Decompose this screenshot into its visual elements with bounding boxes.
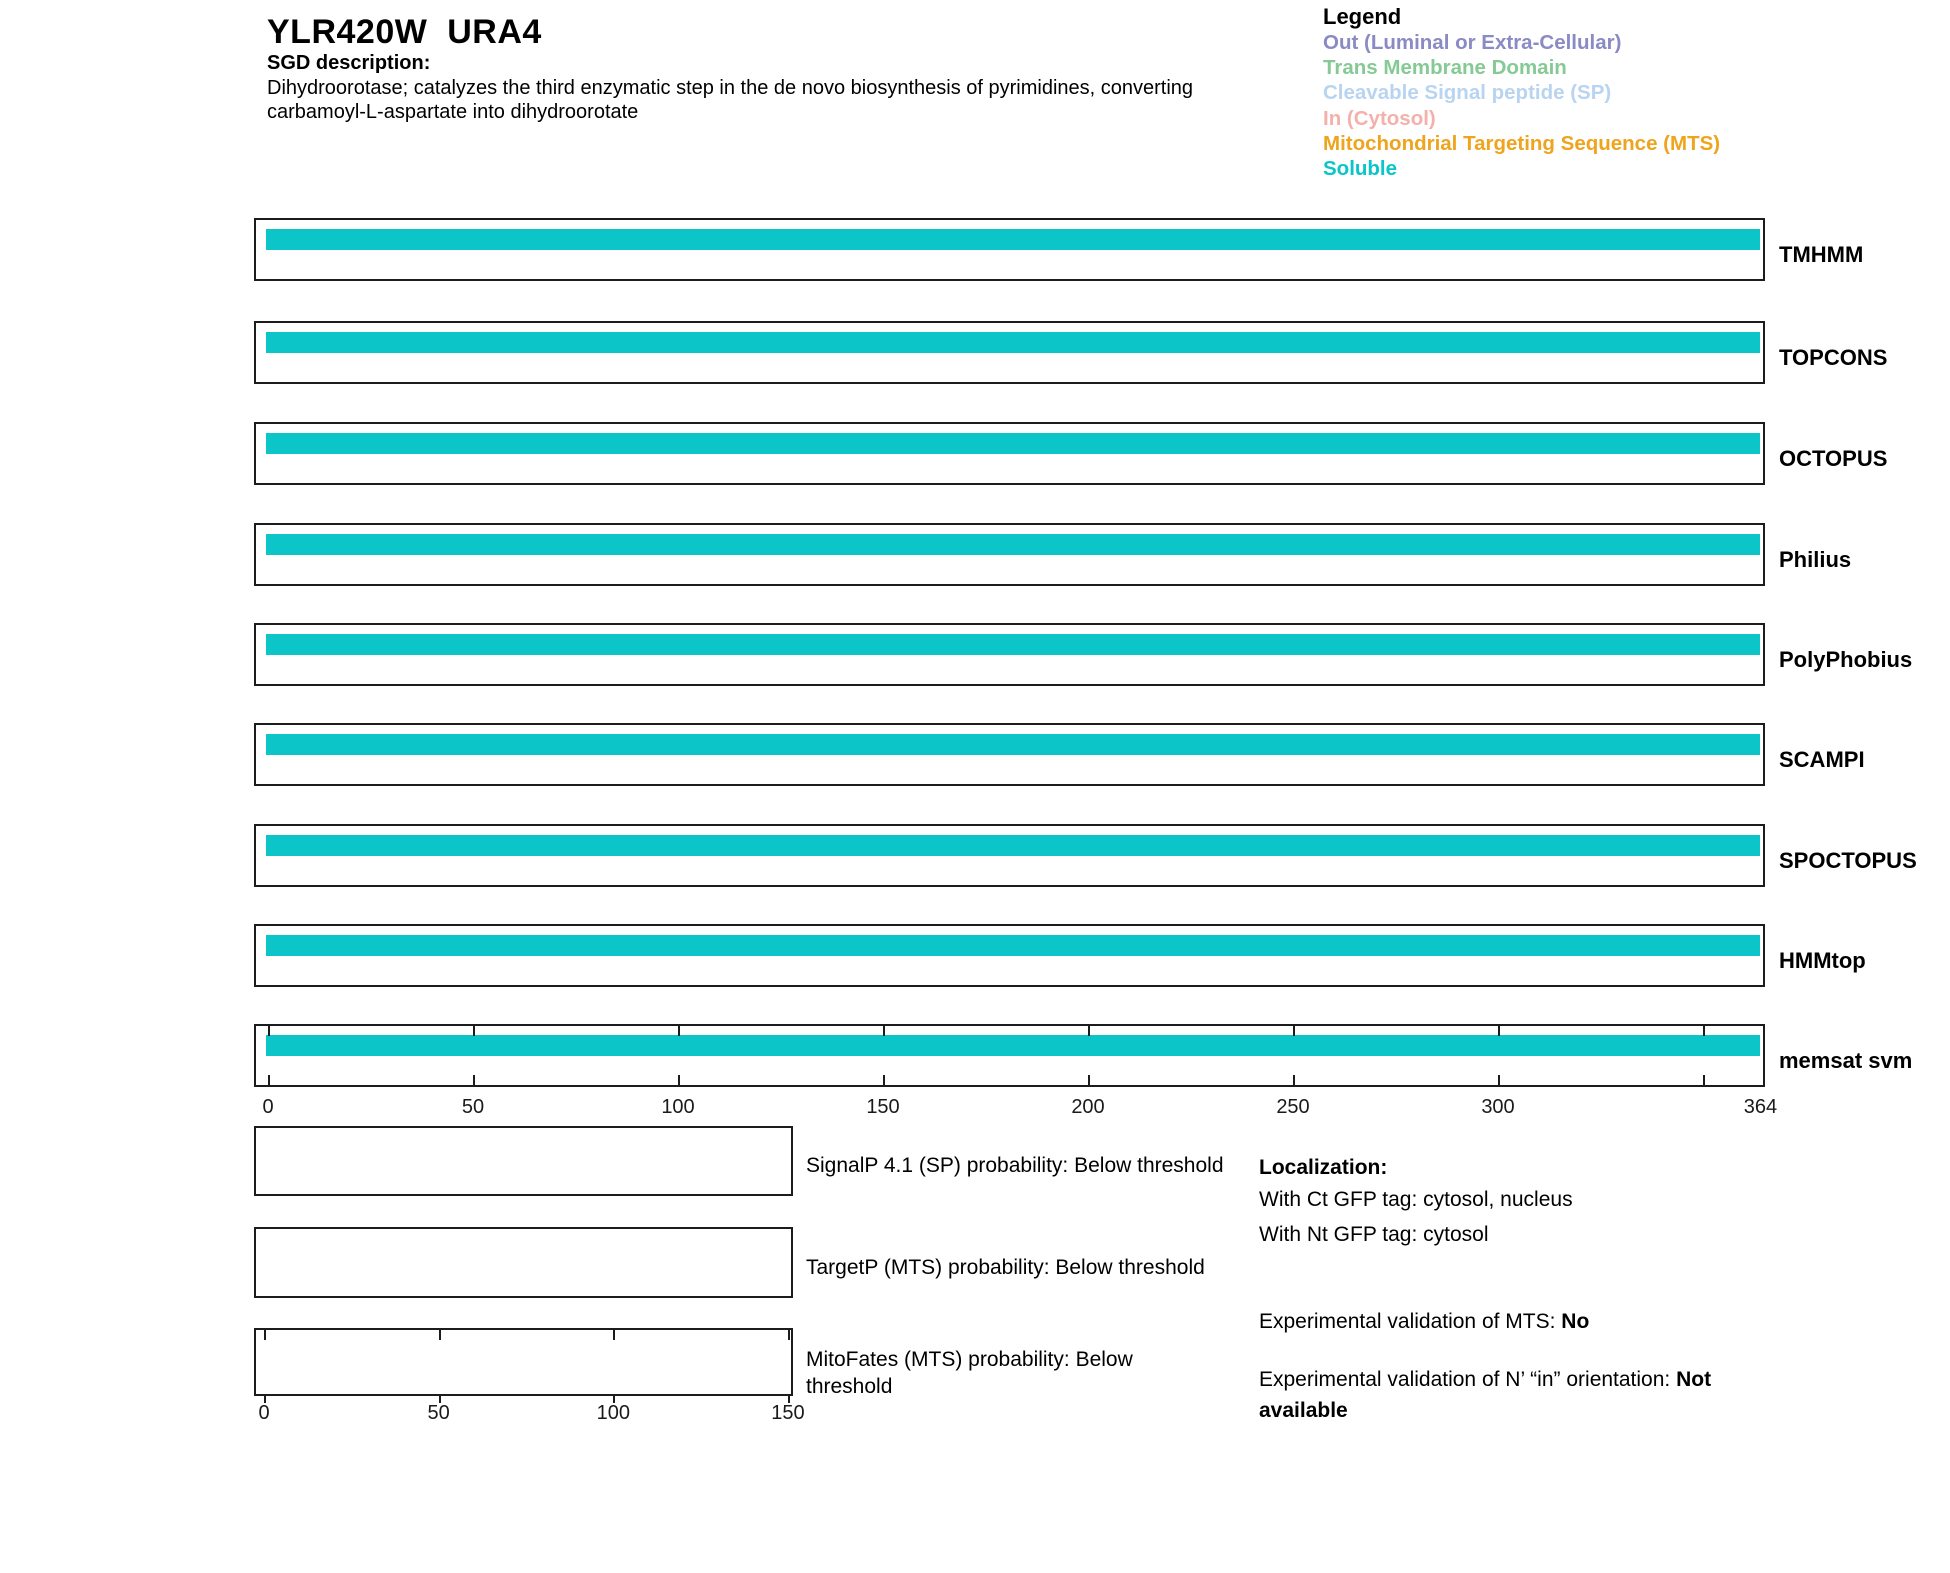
axis-tick: [473, 1026, 475, 1036]
track-label-memsat-svm: memsat svm: [1779, 1048, 1913, 1073]
residue-axis-tick-label: 0: [262, 1096, 274, 1118]
prediction-segment-soluble: [266, 229, 1760, 250]
axis-tick: [788, 1330, 790, 1340]
prediction-segment-soluble: [266, 734, 1760, 755]
sgd-description-label: SGD description:: [267, 52, 431, 74]
legend-items: [1323, 30, 1720, 181]
probability-plot-area-signalp: [254, 1126, 793, 1196]
orientation-validation-prefix: Experimental validation of N’ “in” orientation:: [1259, 1368, 1677, 1391]
prediction-segment-soluble: [266, 935, 1760, 956]
residue-axis-tick-label: 364: [1743, 1096, 1778, 1118]
axis-tick: [613, 1330, 615, 1340]
localization-heading: Localization:: [1259, 1156, 1388, 1179]
axis-tick: [1703, 1026, 1705, 1036]
sgd-description-line1: Dihydroorotase; catalyzes the third enzymatic step in the de novo biosynthesis of pyrimidines, converting: [267, 77, 1194, 99]
legend-title: Legend: [1323, 4, 1402, 29]
axis-tick: [1088, 1075, 1090, 1085]
axis-tick: [473, 1075, 475, 1085]
axis-tick: [678, 1075, 680, 1085]
probability-axis-tick-label: 50: [427, 1402, 450, 1424]
probability-plot-area-targetp: [254, 1227, 793, 1298]
axis-tick: [1293, 1075, 1295, 1085]
legend-item: Soluble: [1323, 157, 1398, 181]
probability-axis-tick-label: 150: [771, 1402, 805, 1424]
prediction-segment-soluble: [266, 332, 1760, 353]
legend-item: Out (Luminal or Extra-Cellular): [1323, 31, 1622, 54]
prediction-segment-soluble: [266, 433, 1760, 454]
legend-item: Mitochondrial Targeting Sequence (MTS): [1323, 131, 1721, 155]
mitofates-label: MitoFates (MTS) probability: Below threshold: [806, 1348, 1133, 1398]
legend-item: Cleavable Signal peptide (SP): [1323, 81, 1612, 105]
track-label-scampi: SCAMPI: [1779, 747, 1865, 772]
localization-nt-gfp: With Nt GFP tag: cytosol: [1259, 1223, 1489, 1246]
probability-axis-tick-label: 0: [258, 1402, 270, 1424]
axis-tick: [678, 1026, 680, 1036]
mts-validation-prefix: Experimental validation of MTS:: [1259, 1310, 1562, 1333]
axis-tick: [883, 1026, 885, 1036]
residue-axis-tick-label: 200: [1071, 1096, 1105, 1118]
prediction-segment-soluble: [266, 835, 1760, 856]
axis-tick: [268, 1075, 270, 1085]
legend-item: Trans Membrane Domain: [1323, 56, 1567, 80]
residue-axis-tick-label: 100: [661, 1096, 695, 1118]
track-label-spoctopus: SPOCTOPUS: [1779, 848, 1917, 873]
track-label-polyphobius: PolyPhobius: [1779, 647, 1913, 672]
legend-item: In (Cytosol): [1323, 106, 1436, 130]
localization-ct-gfp: With Ct GFP tag: cytosol, nucleus: [1259, 1188, 1573, 1211]
residue-axis-tick-label: 150: [866, 1096, 900, 1118]
prediction-segment-soluble: [266, 634, 1760, 655]
mts-validation-value: No: [1561, 1310, 1590, 1333]
probability-plot-area-mitofates: [254, 1328, 793, 1396]
orientation-validation-line: [1259, 1364, 1764, 1426]
axis-tick: [1703, 1075, 1705, 1085]
axis-tick: [1498, 1026, 1500, 1036]
residue-axis-tick-label: 300: [1481, 1096, 1515, 1118]
track-label-hmmtop: HMMtop: [1779, 948, 1866, 973]
axis-tick: [1498, 1075, 1500, 1085]
axis-tick: [439, 1330, 441, 1340]
track-label-philius: Philius: [1779, 547, 1852, 572]
sgd-description-line2: carbamoyl-L-aspartate into dihydroorotate: [267, 101, 639, 123]
track-label-octopus: OCTOPUS: [1779, 446, 1888, 471]
residue-axis-tick-label: 250: [1276, 1096, 1310, 1118]
prediction-segment-soluble: [266, 534, 1760, 555]
targetp-label: TargetP (MTS) probability: Below threshold: [806, 1256, 1205, 1279]
prediction-segment-soluble: [266, 1035, 1760, 1056]
legend: [1323, 4, 1720, 181]
signalp-label: SignalP 4.1 (SP) probability: Below threshold: [806, 1154, 1224, 1177]
probability-axis-tick-label: 100: [596, 1402, 630, 1424]
mts-validation-line: [1259, 1306, 1589, 1337]
axis-tick: [1088, 1026, 1090, 1036]
axis-tick: [268, 1026, 270, 1036]
axis-tick: [264, 1330, 266, 1340]
axis-tick: [883, 1075, 885, 1085]
axis-tick: [1293, 1026, 1295, 1036]
orientation-validation-value: Not available: [1259, 1368, 1712, 1422]
residue-axis-tick-label: 50: [461, 1096, 485, 1118]
track-label-topcons: TOPCONS: [1779, 345, 1888, 370]
page-title: YLR420W URA4: [267, 13, 542, 51]
track-label-tmhmm: TMHMM: [1779, 242, 1864, 267]
